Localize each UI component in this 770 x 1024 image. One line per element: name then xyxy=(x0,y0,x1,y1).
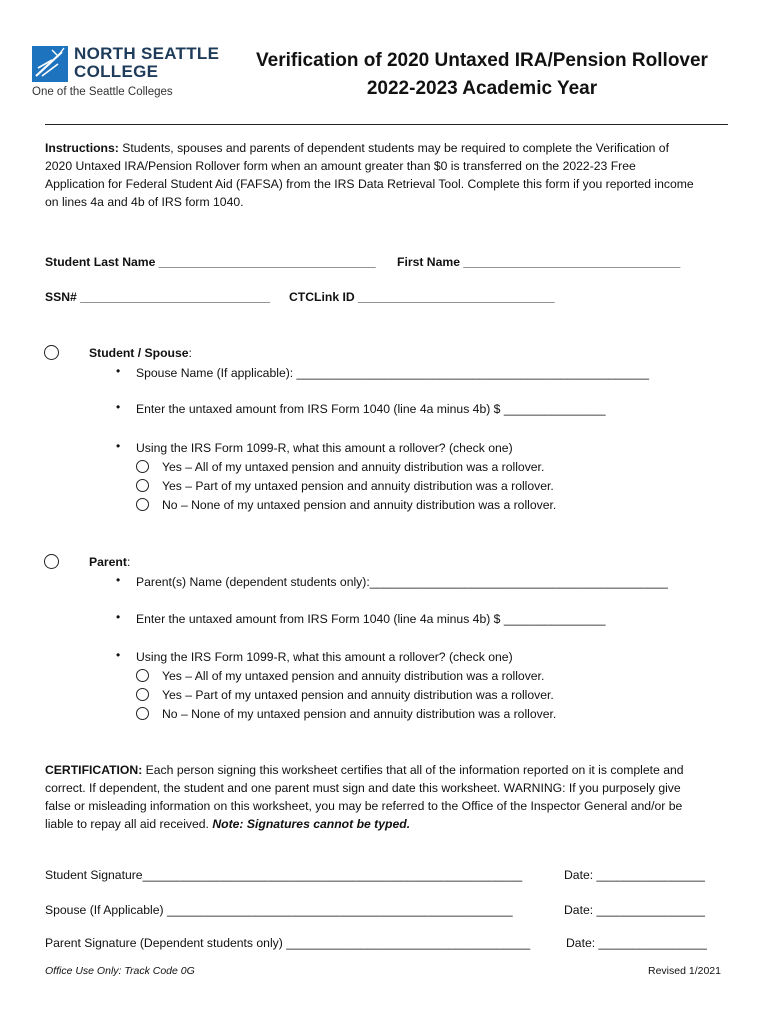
parent-option-yes-part-label: Yes – Part of my untaxed pension and annuity distribution was a rollover. xyxy=(162,688,554,702)
bullet-icon: • xyxy=(116,610,121,624)
header-divider xyxy=(45,124,728,125)
logo-mark-icon xyxy=(32,46,68,82)
certification: CERTIFICATION: Each person signing this worksheet certifies that all of the information reported on it is complete and correct. If dependent, the student and one parent must sign and date this worksheet. WARNING: If you purposely give false or misleading information on this worksheet, you may be referred to the Office of the Inspector General and/or be liable to repay all aid received. Note: Signatures cannot be typed. xyxy=(45,763,684,831)
spouse-signature-field[interactable]: Spouse (If Applicable) ___________________________________________________ xyxy=(45,903,513,917)
student-option-yes-part-radio[interactable] xyxy=(136,479,149,492)
parent-date-field[interactable]: Date: ________________ xyxy=(566,936,707,950)
logo-tagline: One of the Seattle Colleges xyxy=(32,86,173,98)
parent-option-no-label: No – None of my untaxed pension and annuity distribution was a rollover. xyxy=(162,707,557,721)
bullet-icon: • xyxy=(116,364,121,378)
ctclink-id-field[interactable]: CTCLink ID _____________________________ xyxy=(289,290,555,304)
office-use-note: Office Use Only: Track Code 0G xyxy=(45,965,195,977)
student-date-field[interactable]: Date: ________________ xyxy=(564,868,705,882)
student-rollover-question: Using the IRS Form 1099-R, what this amount a rollover? (check one) xyxy=(136,441,513,455)
bullet-icon: • xyxy=(116,648,121,662)
student-option-yes-part-label: Yes – Part of my untaxed pension and annuity distribution was a rollover. xyxy=(162,479,554,493)
student-option-yes-all-radio[interactable] xyxy=(136,460,149,473)
parent-signature-field[interactable]: Parent Signature (Dependent students only) ____________________________________ xyxy=(45,936,531,950)
spouse-name-field[interactable]: Spouse Name (If applicable): ____________________________________________________ xyxy=(136,366,650,380)
student-last-name-field[interactable]: Student Last Name ________________________________ xyxy=(45,255,376,269)
form-title-line1: Verification of 2020 Untaxed IRA/Pension Rollover xyxy=(256,50,708,71)
student-option-no-label: No – None of my untaxed pension and annuity distribution was a rollover. xyxy=(162,498,557,512)
logo-name-line1: NORTH SEATTLE xyxy=(74,44,220,63)
parent-option-yes-all-label: Yes – All of my untaxed pension and annuity distribution was a rollover. xyxy=(162,669,545,683)
certification-label: CERTIFICATION: xyxy=(45,763,143,777)
instructions: Instructions: Students, spouses and parents of dependent students may be required to complete the Verification of 2020 Untaxed IRA/Pension Rollover form when an amount greater than $0 is transferred on the 2022-23 Free Application for Federal Student Aid (FAFSA) from the IRS Data Retrieval Tool. Complete this form if you reported income on lines 4a and 4b of IRS form 1040. xyxy=(45,141,694,209)
bullet-icon: • xyxy=(116,573,121,587)
parent-untaxed-amount-field[interactable]: Enter the untaxed amount from IRS Form 1040 (line 4a minus 4b) $ _______________ xyxy=(136,612,606,626)
parent-name-field[interactable]: Parent(s) Name (dependent students only):____________________________________________ xyxy=(136,575,668,589)
student-untaxed-amount-field[interactable]: Enter the untaxed amount from IRS Form 1040 (line 4a minus 4b) $ _______________ xyxy=(136,402,606,416)
instructions-label: Instructions: xyxy=(45,141,119,155)
parent-option-no-radio[interactable] xyxy=(136,707,149,720)
parent-heading: Parent: xyxy=(89,555,131,569)
parent-rollover-question: Using the IRS Form 1099-R, what this amount a rollover? (check one) xyxy=(136,650,513,664)
student-option-no-radio[interactable] xyxy=(136,498,149,511)
student-option-yes-all-label: Yes – All of my untaxed pension and annuity distribution was a rollover. xyxy=(162,460,545,474)
student-spouse-heading: Student / Spouse: xyxy=(89,346,192,360)
student-signature-field[interactable]: Student Signature________________________________________________________ xyxy=(45,868,523,882)
bullet-icon: • xyxy=(116,439,121,453)
logo-name-line2: COLLEGE xyxy=(74,62,159,81)
first-name-field[interactable]: First Name ________________________________ xyxy=(397,255,681,269)
parent-option-yes-part-radio[interactable] xyxy=(136,688,149,701)
form-title-line2: 2022-2023 Academic Year xyxy=(366,78,598,99)
bullet-icon: • xyxy=(116,400,121,414)
revision-date: Revised 1/2021 xyxy=(648,965,721,977)
ssn-field[interactable]: SSN# ____________________________ xyxy=(45,290,271,304)
spouse-date-field[interactable]: Date: ________________ xyxy=(564,903,705,917)
parent-radio[interactable] xyxy=(44,554,59,569)
signature-note: Note: Signatures cannot be typed. xyxy=(212,817,411,831)
student-spouse-radio[interactable] xyxy=(44,345,59,360)
parent-option-yes-all-radio[interactable] xyxy=(136,669,149,682)
